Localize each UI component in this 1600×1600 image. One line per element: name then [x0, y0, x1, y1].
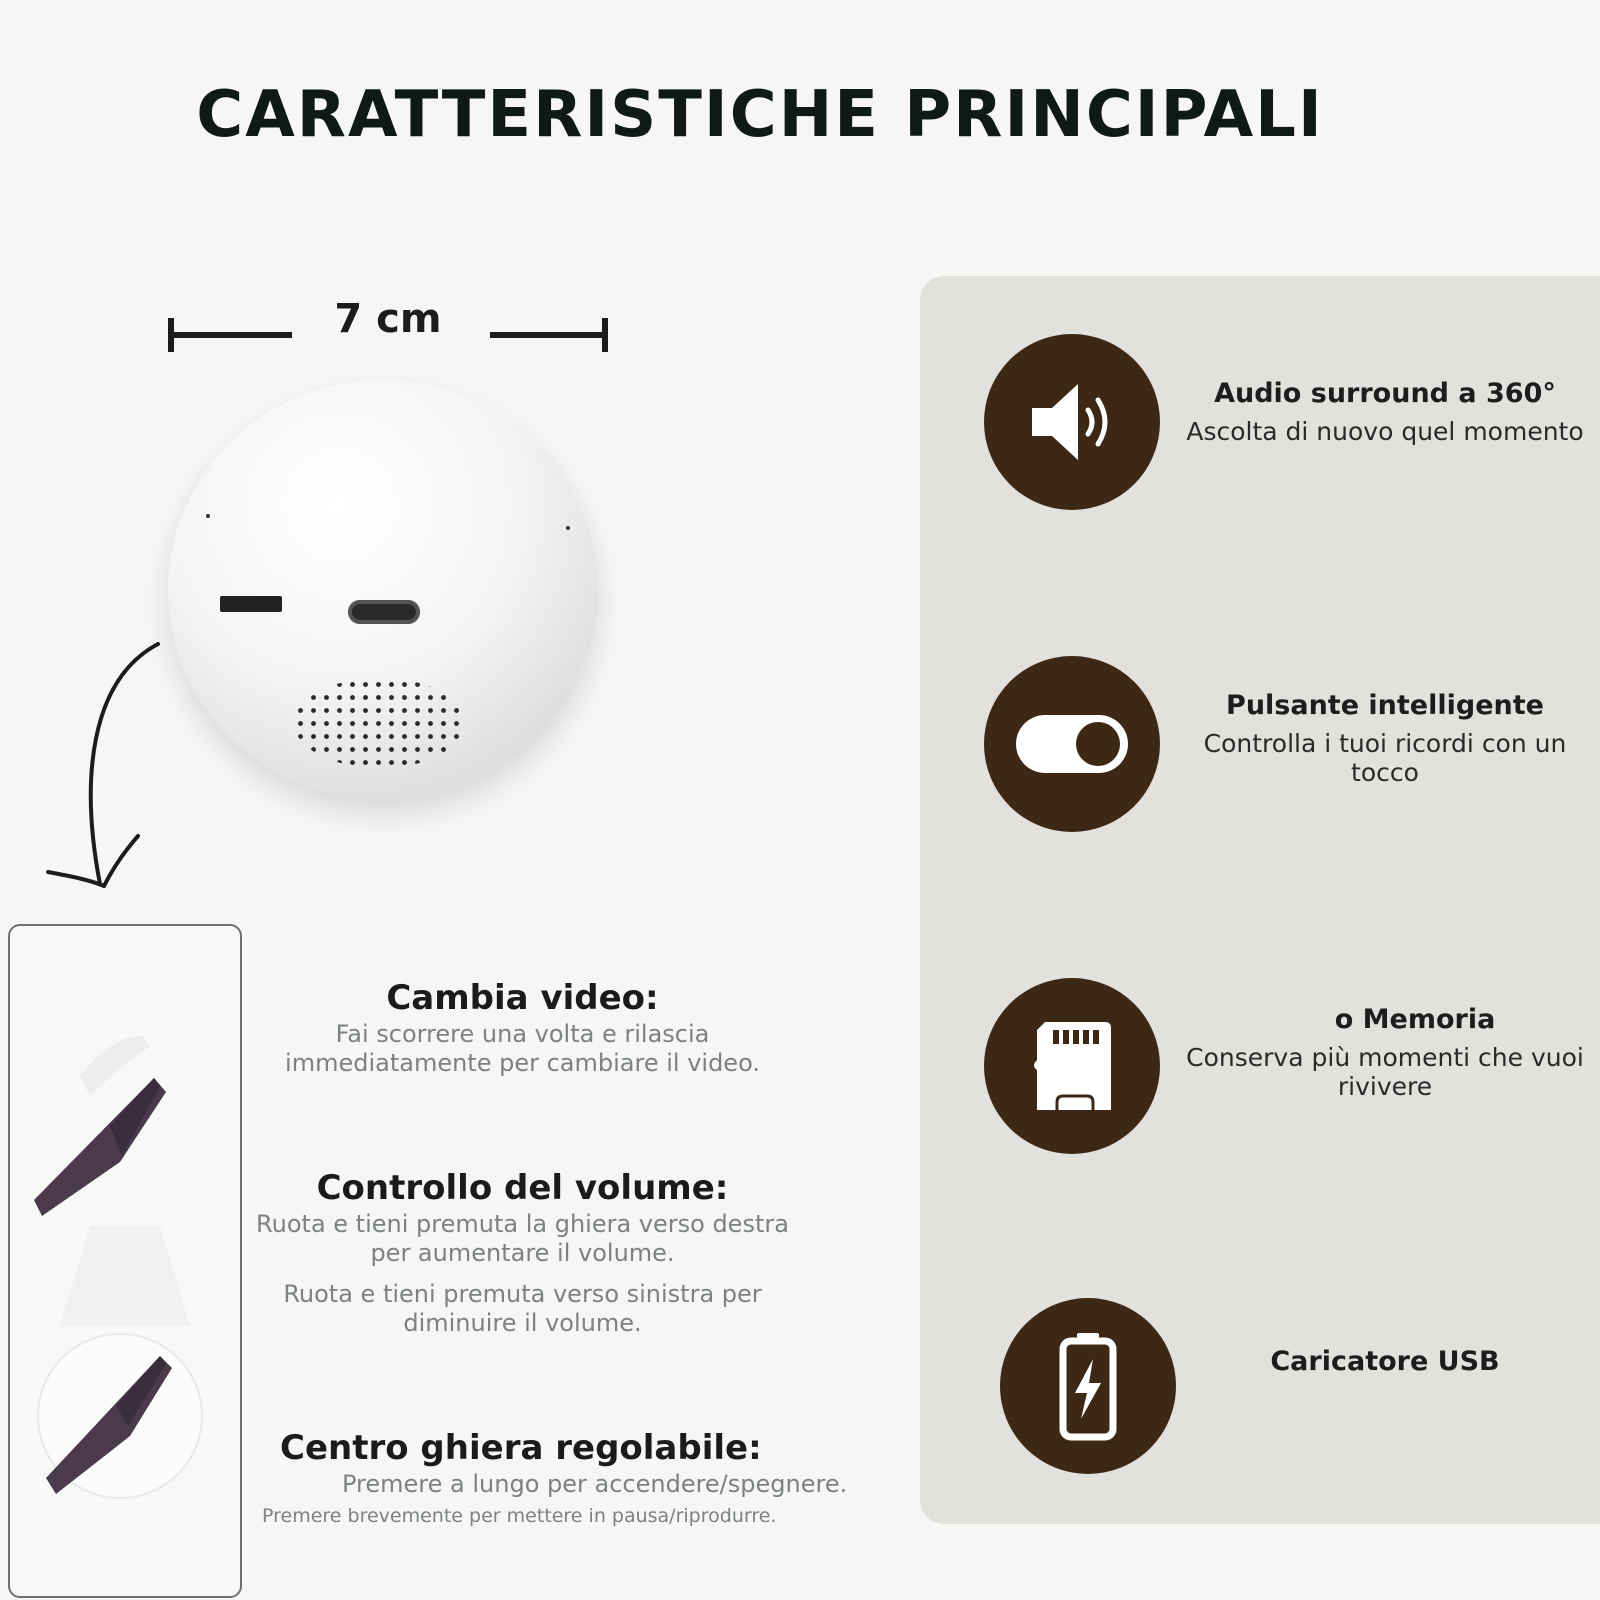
dimension-measure — [168, 296, 608, 356]
feature-usb-charger — [1175, 1346, 1595, 1377]
feature-memory — [1175, 1004, 1595, 1101]
feature-title: Controllo del volume: — [316, 1168, 729, 1208]
measure-cap-right — [602, 318, 608, 352]
feature-description: Controlla i tuoi ricordi con un tocco — [1203, 729, 1567, 787]
feature-smart-button — [1175, 690, 1595, 787]
feature-description: Fai scorrere una volta e rilascia immediatamente per cambiare il video. — [285, 1020, 760, 1077]
feature-title: Caricatore USB — [1270, 1346, 1500, 1377]
speaker-icon — [1022, 372, 1122, 472]
feature-title: o Memoria — [1334, 1004, 1496, 1035]
device-slide-switch — [220, 596, 282, 612]
dial-illustration-panel — [8, 924, 242, 1598]
feature-title: Cambia video: — [386, 978, 659, 1018]
measure-bar-right — [490, 332, 608, 338]
speaker-icon-badge — [984, 334, 1160, 510]
feature-description: Conserva più momenti che vuoi rivivere — [1186, 1043, 1584, 1101]
feature-change-video — [255, 978, 790, 1078]
dimension-label: 7 cm — [334, 296, 442, 342]
device-mic-hole — [566, 526, 570, 530]
feature-description: Ruota e tieni premuta la ghiera verso destra per aumentare il volume. — [256, 1210, 789, 1267]
feature-description: Ruota e tieni premuta verso sinistra per diminuire il volume. — [283, 1280, 762, 1337]
sd-card-icon — [1027, 1016, 1117, 1116]
curved-arrow-icon — [40, 640, 170, 900]
feature-volume-control — [255, 1168, 790, 1338]
page-title: CARATTERISTICHE PRINCIPALI — [196, 78, 1324, 152]
toggle-icon — [1012, 709, 1132, 779]
feature-center-dial — [262, 1428, 902, 1529]
feature-description: Ascolta di nuovo quel momento — [1186, 417, 1584, 446]
device-sphere-image — [168, 380, 598, 800]
feature-title: Pulsante intelligente — [1226, 690, 1544, 721]
battery-icon-badge — [1000, 1298, 1176, 1474]
feature-description: Premere a lungo per accendere/spegnere. — [342, 1470, 848, 1498]
toggle-icon-badge — [984, 656, 1160, 832]
feature-description: Premere brevemente per mettere in pausa/riprodurre. — [262, 1505, 777, 1527]
feature-audio-surround — [1175, 378, 1595, 446]
device-usb-c-port — [348, 600, 420, 624]
feature-title: Audio surround a 360° — [1214, 378, 1556, 409]
battery-charging-icon — [1053, 1331, 1123, 1441]
device-mic-hole — [206, 514, 210, 518]
device-speaker-grille — [294, 678, 466, 768]
sd-card-icon-badge — [984, 978, 1160, 1154]
feature-title: Centro ghiera regolabile: — [280, 1428, 762, 1468]
dial-rotation-illustration — [10, 926, 240, 1596]
